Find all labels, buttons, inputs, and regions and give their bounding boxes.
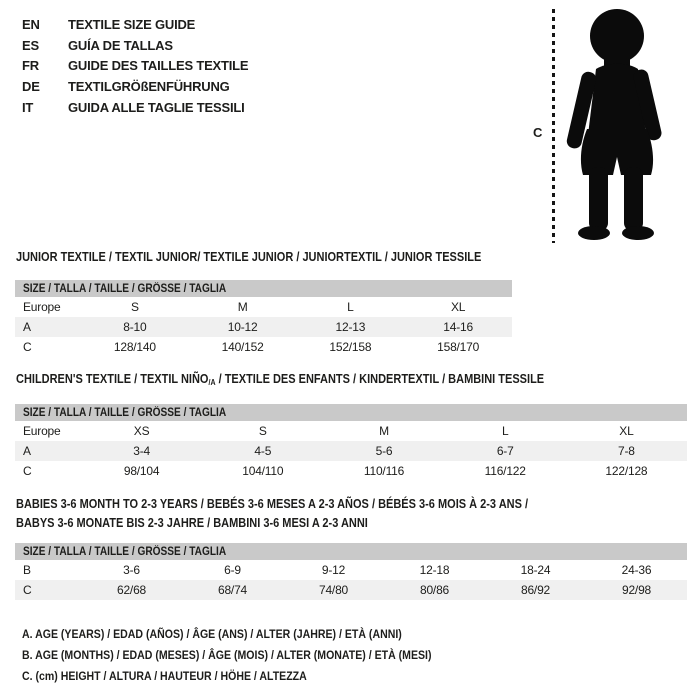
legend-note-c: C. (cm) HEIGHT / ALTURA / HAUTEUR / HÖHE / ALTEZZA <box>22 669 307 683</box>
size-cell: 122/128 <box>605 464 648 478</box>
lang-row-de <box>22 76 248 97</box>
size-cell: 92/98 <box>621 583 652 597</box>
lang-row-fr <box>22 56 248 77</box>
size-cell: 18-24 <box>520 563 551 577</box>
size-cell: 3-4 <box>133 444 150 458</box>
babies-size-table <box>15 543 687 600</box>
table-row-age-years <box>15 317 512 337</box>
lang-code: EN <box>22 16 40 32</box>
table-row-height <box>15 337 512 357</box>
legend-note-b: B. AGE (MONTHS) / EDAD (MESES) / ÂGE (MOIS) / ALTER (MONATE) / ETÀ (MESI) <box>22 648 432 662</box>
table-row-age-months <box>15 560 687 580</box>
row-label: C <box>23 340 32 354</box>
dashed-measure-line <box>552 9 555 243</box>
lang-code: DE <box>22 79 40 95</box>
lang-label: GUIDA ALLE TAGLIE TESSILI <box>68 100 245 116</box>
row-label: B <box>23 563 31 577</box>
size-cell: 140/152 <box>221 340 264 354</box>
size-cell: M <box>237 300 248 314</box>
junior-size-table <box>15 280 512 357</box>
row-label: A <box>23 444 31 458</box>
size-cell: M <box>379 424 389 438</box>
row-label: Europe <box>23 300 61 314</box>
size-cell: 110/116 <box>363 464 405 478</box>
table-row-age-years <box>15 441 687 461</box>
size-cell: 5-6 <box>375 444 393 458</box>
size-cell: S <box>130 300 139 314</box>
size-cell: 14-16 <box>443 320 473 334</box>
size-cell: 80/86 <box>419 583 450 597</box>
size-cell: 128/140 <box>113 340 156 354</box>
legend-note-a: A. AGE (YEARS) / EDAD (AÑOS) / ÂGE (ANS) / ALTER (JAHRE) / ETÀ (ANNI) <box>22 627 402 641</box>
size-cell: L <box>347 300 354 314</box>
size-cell: 12-18 <box>419 563 450 577</box>
size-cell: 10-12 <box>227 320 258 334</box>
toddler-silhouette <box>562 7 666 246</box>
size-cell: 24-36 <box>621 563 652 577</box>
size-cell: L <box>501 424 509 438</box>
size-cell: 6-9 <box>224 563 241 577</box>
size-cell: 158/170 <box>437 340 480 354</box>
size-cell: 62/68 <box>116 583 147 597</box>
size-cell: XL <box>450 300 466 314</box>
size-cell: XL <box>619 424 634 438</box>
legend-notes <box>22 624 487 687</box>
size-cell: XS <box>133 424 150 438</box>
row-label: C <box>23 464 32 478</box>
size-cell: 7-8 <box>618 444 635 458</box>
size-cell: 152/158 <box>329 340 372 354</box>
table-row-europe <box>15 297 512 317</box>
size-cell: 116/122 <box>484 464 526 478</box>
children-size-table <box>15 404 687 481</box>
size-cell: 9-12 <box>321 563 346 577</box>
lang-code: IT <box>22 100 34 116</box>
size-cell: 74/80 <box>318 583 349 597</box>
size-cell: S <box>258 424 267 438</box>
size-cell: 86/92 <box>520 583 551 597</box>
babies-table-title: BABIES 3-6 MONTH TO 2-3 YEARS / BEBÉS 3-6 MESES A 2-3 AÑOS / BÉBÉS 3-6 MOIS À 2-3 ANS / BABYS 3-6 MONATE BIS 2-3 JAHRE / BAMBINI 3-6 MESI A 2-3 ANNI <box>16 497 529 530</box>
lang-row-it <box>22 97 248 118</box>
size-cell: 104/110 <box>242 464 284 478</box>
table-header: SIZE / TALLA / TAILLE / GRÖSSE / TAGLIA <box>15 280 512 297</box>
language-list <box>22 14 248 118</box>
size-cell: 12-13 <box>335 320 366 334</box>
table-row-height <box>15 580 687 600</box>
table-header: SIZE / TALLA / TAILLE / GRÖSSE / TAGLIA <box>15 404 687 421</box>
lang-label: GUÍA DE TALLAS <box>68 37 173 53</box>
toddler-silhouette-svg <box>562 7 666 241</box>
size-cell: 6-7 <box>496 444 514 458</box>
row-label: C <box>23 583 32 597</box>
table-header: SIZE / TALLA / TAILLE / GRÖSSE / TAGLIA <box>15 543 687 560</box>
row-label: A <box>23 320 31 334</box>
table-row-europe <box>15 421 687 441</box>
size-cell: 98/104 <box>123 464 160 478</box>
table-row-height <box>15 461 687 481</box>
lang-code: FR <box>22 58 39 74</box>
size-cell: 68/74 <box>217 583 248 597</box>
size-cell: 8-10 <box>123 320 147 334</box>
gender-subscript: /A <box>208 378 216 387</box>
lang-row-es <box>22 35 248 56</box>
lang-code: ES <box>22 37 39 53</box>
children-table-title: CHILDREN'S TEXTILE / TEXTIL $NIÑO_{/A}$ / TEXTILE DES ENFANTS / KINDERTEXTIL / BAMBINI TESSILE <box>16 372 545 387</box>
lang-row-en <box>22 14 248 35</box>
junior-table-title: JUNIOR TEXTILE / TEXTIL JUNIOR/ TEXTILE JUNIOR / JUNIORTEXTIL / JUNIOR TESSILE <box>16 250 482 264</box>
lang-label: GUIDE DES TAILLES TEXTILE <box>68 58 249 74</box>
row-label: Europe <box>23 424 61 438</box>
lang-label: TEXTILGRÖßENFÜHRUNG <box>68 79 230 95</box>
size-cell: 3-6 <box>123 563 140 577</box>
lang-label: TEXTILE SIZE GUIDE <box>68 16 196 32</box>
height-measure-label: C <box>533 125 543 140</box>
size-cell: 4-5 <box>254 444 272 458</box>
